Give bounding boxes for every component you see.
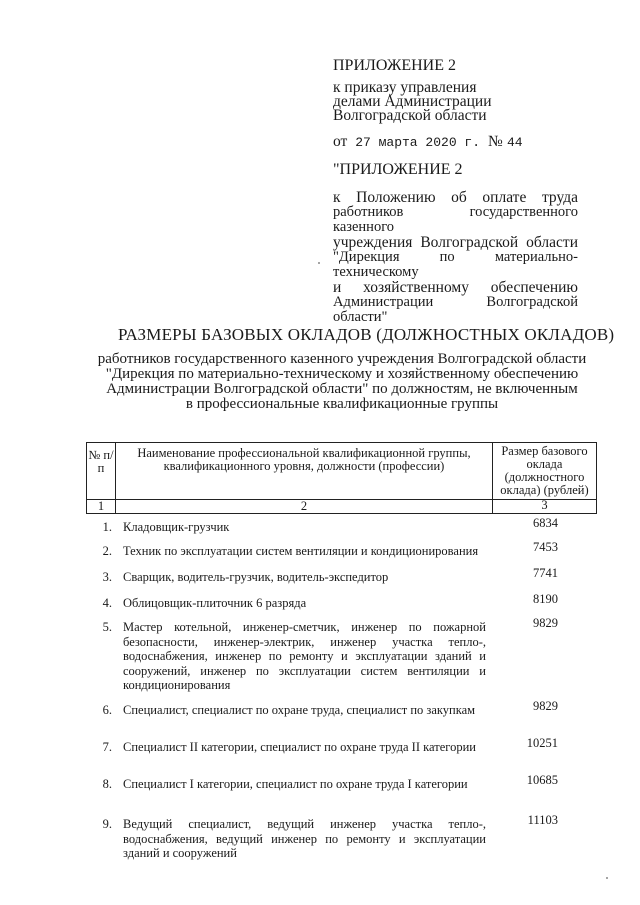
- reg-line: "Дирекция по материально-техническому: [333, 249, 578, 280]
- appendix-label: ПРИЛОЖЕНИЕ 2: [333, 57, 457, 74]
- subtitle-line: в профессиональные квалификационные группы: [185, 396, 499, 412]
- row-salary: 10685: [526, 773, 558, 787]
- row-salary: 11103: [527, 813, 558, 827]
- reg-line: работников государственного казенного: [333, 204, 578, 235]
- order-date: 27 марта 2020 г.: [355, 135, 481, 150]
- reg-line: и хозяйственному обеспечению: [333, 279, 578, 296]
- row-position: Техник по эксплуатации систем вентиляции и кондиционирования: [123, 544, 479, 558]
- regulation-reference: [333, 190, 578, 325]
- number-sign: №: [488, 133, 503, 150]
- col-index: 2: [115, 500, 492, 514]
- row-salary: 9829: [533, 699, 558, 713]
- col-salary-header: Размер базового оклада (должностного оклада) (рублей): [492, 443, 596, 500]
- subtitle-line: "Дирекция по материально-техническому и хозяйственному обеспечению: [105, 366, 579, 382]
- scan-speck: [318, 262, 320, 264]
- row-number: 4.: [102, 596, 112, 610]
- row-number: 1.: [102, 520, 112, 534]
- col-num-header: № п/п: [87, 443, 116, 500]
- row-number: 7.: [102, 740, 112, 754]
- row-position: Специалист, специалист по охране труда, специалист по закупкам: [123, 703, 476, 717]
- order-line-1: к приказу управления: [333, 79, 477, 96]
- row-salary: 7741: [533, 566, 558, 580]
- subtitle-line: работников государственного казенного учреждения Волгоградской области: [97, 351, 587, 367]
- row-salary: 8190: [533, 592, 558, 606]
- reg-line: к Положению об оплате труда: [333, 189, 578, 206]
- order-line-2: делами Администрации: [333, 93, 492, 110]
- reg-line: Администрации Волгоградской области": [333, 294, 578, 325]
- date-prefix: от: [333, 133, 348, 150]
- col-index: 1: [87, 500, 116, 514]
- order-number: 44: [507, 135, 523, 150]
- salary-table-header: [86, 442, 597, 514]
- document-title: РАЗМЕРЫ БАЗОВЫХ ОКЛАДОВ (ДОЛЖНОСТНЫХ ОКЛАДОВ): [118, 325, 615, 344]
- col-name-header: Наименование профессиональной квалификационной группы, квалификационного уровня, должности (профессии): [115, 443, 492, 500]
- scan-speck: [606, 877, 608, 879]
- row-number: 6.: [102, 703, 112, 717]
- order-line-3: Волгоградской области: [333, 107, 487, 124]
- row-position: Ведущий специалист, ведущий инженер участка тепло-, водоснабжения, ведущий инженер по ремонту и эксплуатации зданий и сооружений: [123, 817, 486, 860]
- row-salary: 9829: [533, 616, 558, 630]
- row-salary: 7453: [533, 540, 558, 554]
- row-number: 3.: [102, 570, 112, 584]
- row-number: 8.: [102, 777, 112, 791]
- row-salary: 10251: [526, 736, 558, 750]
- row-salary: 6834: [533, 516, 558, 530]
- row-position: Мастер котельной, инженер-сметчик, инженер по пожарной безопасности, инженер-электрик, инженер участка тепло-, водоснабжения, инженер по ремонту и эксплуатации зданий и сооружений, инженер по эксплуатации систем вентиляции и кондиционирования: [123, 620, 486, 692]
- row-position: Специалист II категории, специалист по охране труда II категории: [123, 740, 476, 754]
- row-position: Облицовщик-плиточник 6 разряда: [123, 596, 307, 610]
- document-subtitle: [86, 352, 598, 412]
- row-position: Кладовщик-грузчик: [123, 520, 230, 534]
- subtitle-line: Администрации Волгоградской области" по должностям, не включенным: [106, 381, 578, 397]
- row-position: Специалист I категории, специалист по охране труда I категории: [123, 777, 468, 791]
- row-position: Сварщик, водитель-грузчик, водитель-экспедитор: [123, 570, 389, 584]
- col-index: 3: [492, 500, 596, 514]
- row-number: 9.: [102, 817, 112, 831]
- row-number: 5.: [102, 620, 112, 634]
- order-date-line: [333, 134, 533, 150]
- row-number: 2.: [102, 544, 112, 558]
- reg-line: учреждения Волгоградской области: [333, 234, 578, 251]
- appendix-quoted: "ПРИЛОЖЕНИЕ 2: [333, 161, 463, 178]
